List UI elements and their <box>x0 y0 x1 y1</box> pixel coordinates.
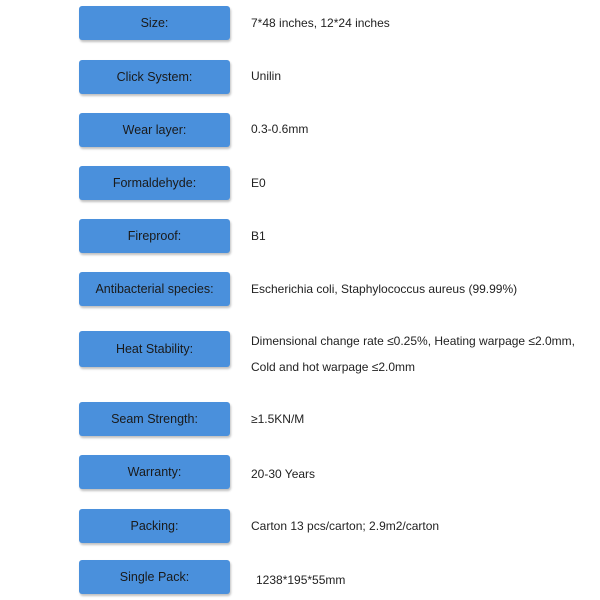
spec-value: Carton 13 pcs/carton; 2.9m2/carton <box>251 519 440 533</box>
spec-label: Wear layer: <box>79 113 230 147</box>
spec-value: 20-30 Years <box>251 467 316 481</box>
spec-value: 7*48 inches, 12*24 inches <box>251 16 390 30</box>
spec-value: ≥1.5KN/M <box>251 412 305 426</box>
spec-label: Size: <box>79 6 230 40</box>
spec-value: Escherichia coli, Staphylococcus aureus (99.99%) <box>251 282 518 296</box>
spec-value: 0.3-0.6mm <box>251 122 309 136</box>
spec-label: Formaldehyde: <box>79 166 230 200</box>
spec-label: Antibacterial species: <box>79 272 230 306</box>
spec-value: E0 <box>251 176 266 190</box>
spec-label: Packing: <box>79 509 230 543</box>
spec-label: Click System: <box>79 60 230 94</box>
spec-label: Warranty: <box>79 455 230 489</box>
spec-value: Dimensional change rate ≤0.25%, Heating warpage ≤2.0mm, Cold and hot warpage ≤2.0mm <box>251 334 576 374</box>
spec-label: Single Pack: <box>79 560 230 594</box>
spec-label: Seam Strength: <box>79 402 230 436</box>
spec-label: Heat Stability: <box>79 331 230 367</box>
spec-value: Unilin <box>251 69 282 83</box>
spec-value: B1 <box>251 229 266 243</box>
spec-value: 1238*195*55mm <box>256 573 346 587</box>
spec-label: Fireproof: <box>79 219 230 253</box>
